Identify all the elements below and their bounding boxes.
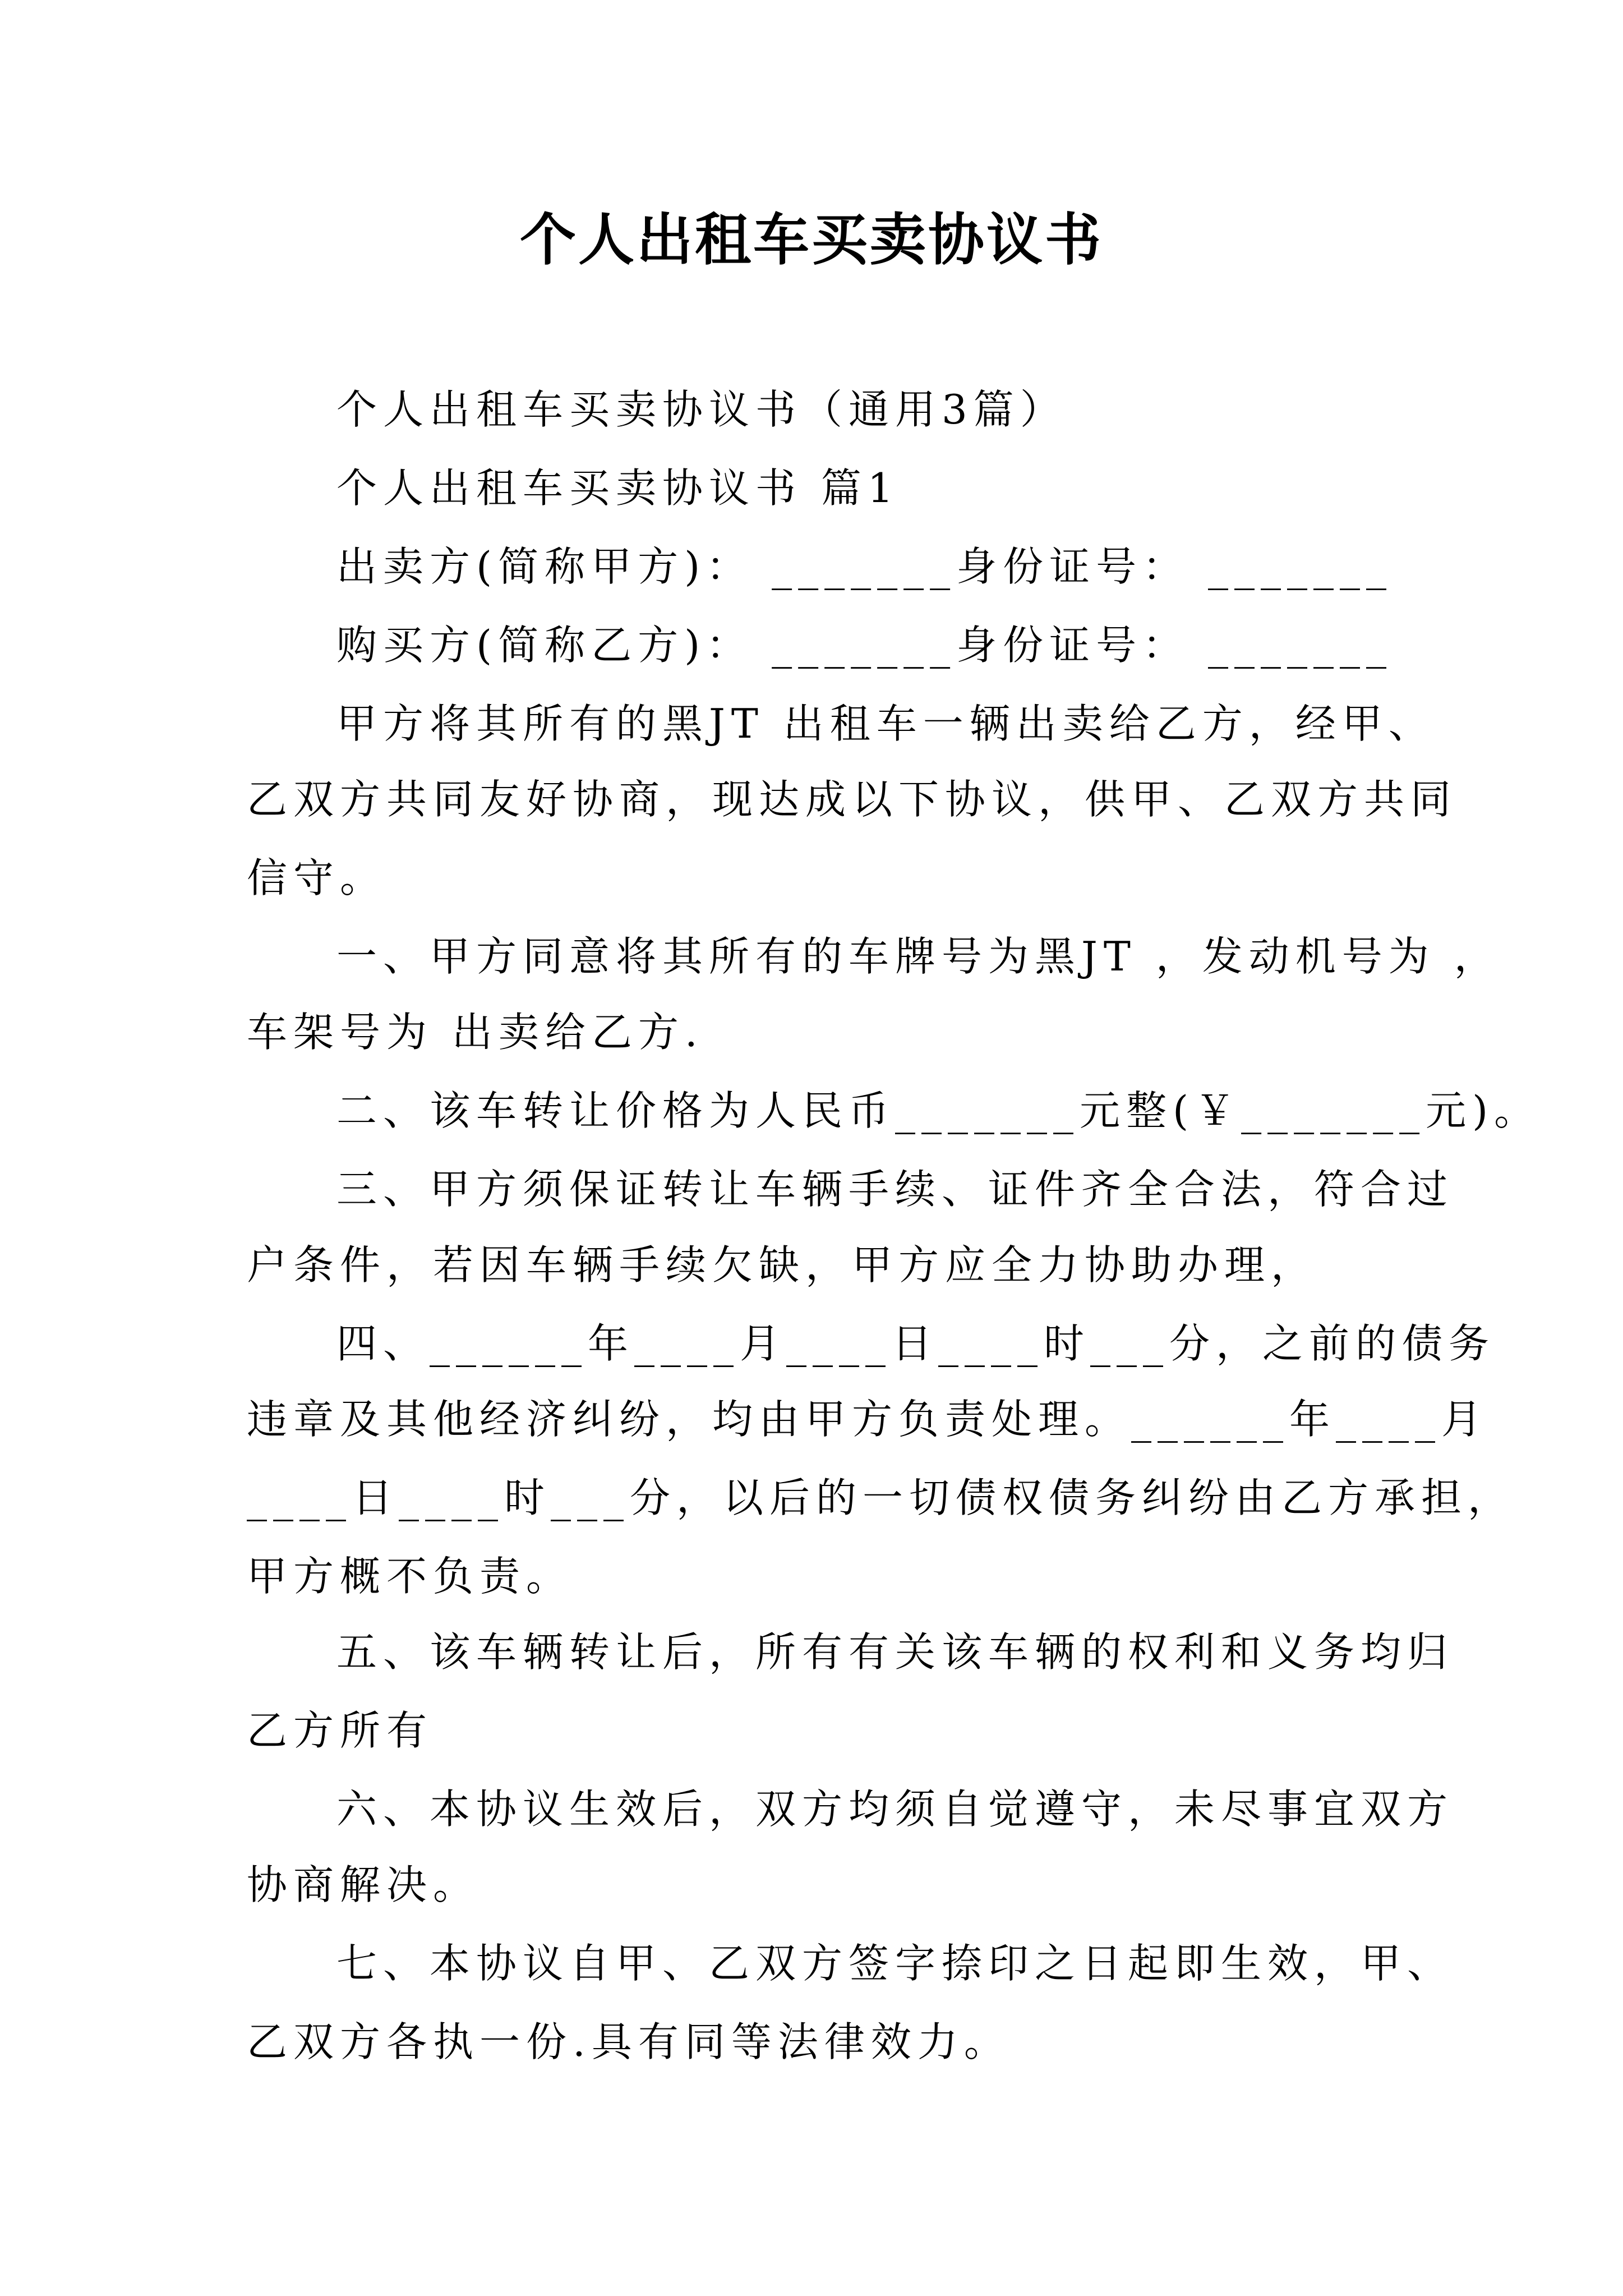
- section-heading: 个人出租车买卖协议书 篇1: [336, 464, 900, 512]
- clause-1-line: 一、甲方同意将其所有的车牌号为黑JT ，发动机号为 ，: [336, 933, 1501, 980]
- clause-6-line: 六、本协议生效后，双方均须自觉遵守，未尽事宜双方: [336, 1786, 1454, 1833]
- clause-4-line: 甲方概不负责。: [247, 1553, 573, 1600]
- clause-7-line: 乙双方各执一份.具有同等法律效力。: [247, 2018, 1011, 2065]
- paragraph-line: 信守。: [247, 854, 387, 901]
- clause-2-line: 二、该车转让价格为人民币_______元整(￥_______元)。: [336, 1087, 1541, 1134]
- clause-5-line: 乙方所有: [247, 1707, 434, 1754]
- clause-4-line: 违章及其他经济纠纷，均由甲方负责处理。______年____月: [247, 1396, 1488, 1443]
- clause-3-line: 户条件，若因车辆手续欠缺，甲方应全力协助办理，: [247, 1241, 1318, 1289]
- paragraph-line: 甲方将其所有的黑JT 出租车一辆出卖给乙方，经甲、: [336, 700, 1435, 747]
- clause-4-line: 四、______年____月____日____时___分，之前的债务: [336, 1320, 1496, 1367]
- buyer-line: 购买方(简称乙方)： _______身份证号： _______: [336, 622, 1393, 669]
- clause-7-line: 七、本协议自甲、乙双方签字捺印之日起即生效，甲、: [336, 1940, 1454, 1987]
- seller-line: 出卖方(简称甲方)： _______身份证号： _______: [336, 543, 1393, 590]
- paragraph-line: 乙双方共同友好协商，现达成以下协议，供甲、乙双方共同: [247, 776, 1458, 823]
- clause-6-line: 协商解决。: [247, 1861, 480, 1908]
- clause-3-line: 三、甲方须保证转让车辆手续、证件齐全合法，符合过: [336, 1166, 1454, 1213]
- clause-5-line: 五、该车辆转让后，所有有关该车辆的权利和义务均归: [336, 1628, 1454, 1676]
- clause-1-line: 车架号为 出卖给乙方.: [247, 1009, 704, 1056]
- subtitle-line: 个人出租车买卖协议书（通用3篇）: [336, 386, 1067, 433]
- document-title: 个人出租车买卖协议书: [520, 206, 1103, 273]
- clause-4-line: ____日____时___分，以后的一切债权债务纠纷由乙方承担，: [247, 1474, 1515, 1521]
